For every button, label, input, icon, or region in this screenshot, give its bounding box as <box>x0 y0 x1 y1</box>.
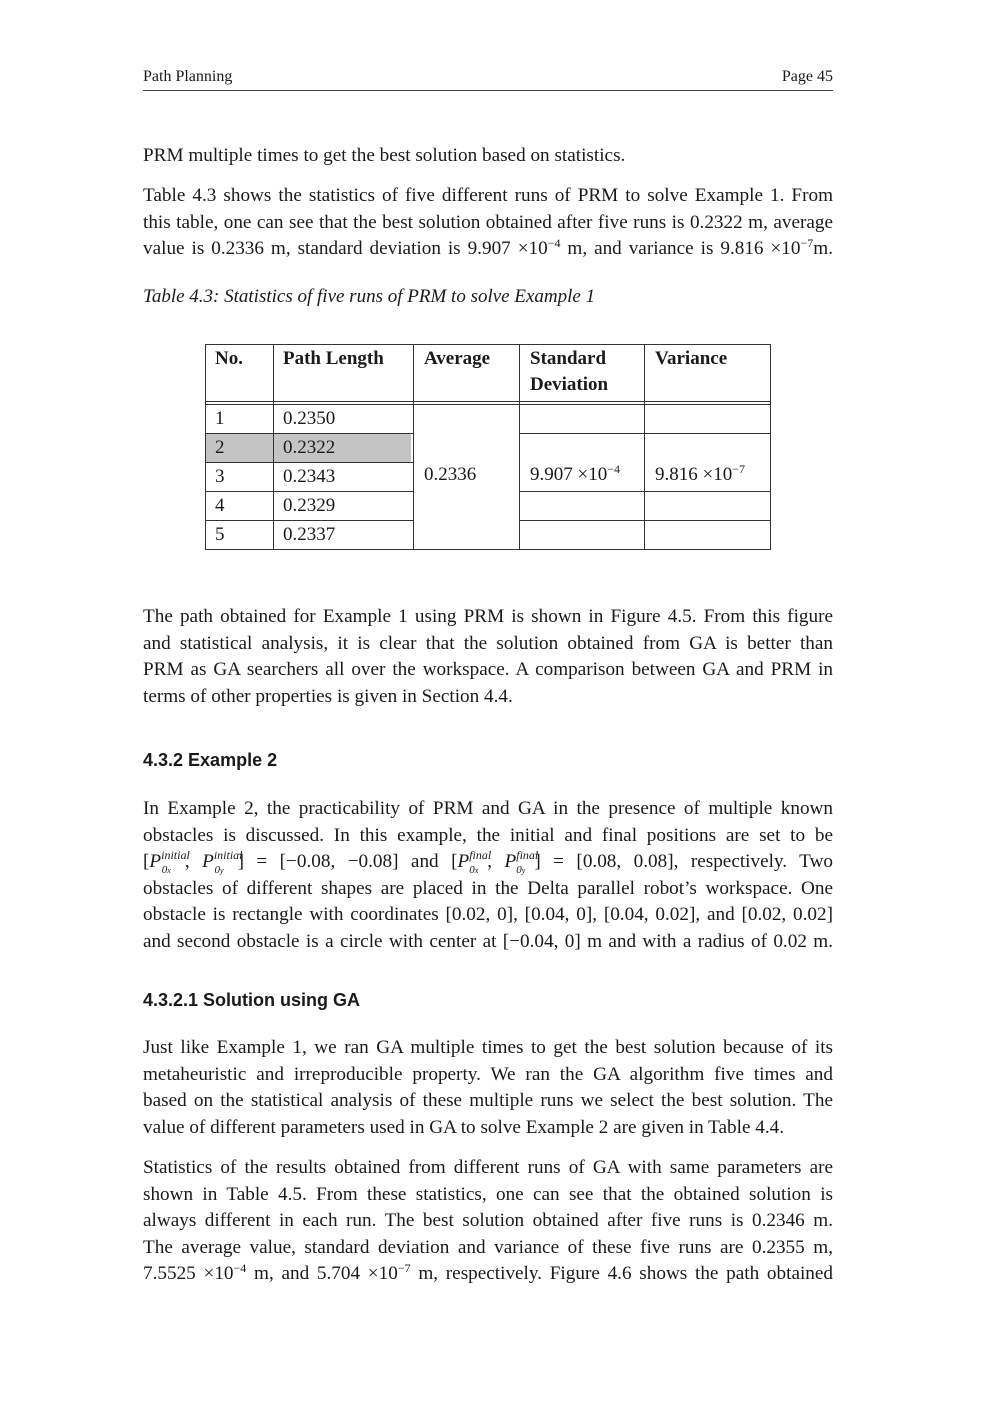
text-line: [$P^{initial}_{0x}$ , $P^{initial}_{0y}$ ] = [−0.08, −0.08] and [$P^{final}_{0x}$ , $P^{final}_{0y}$ ] = [0.08, 0.08], respectively. Two <box>143 848 834 877</box>
row-path-length: 0.2350 <box>283 408 336 429</box>
text-line: obstacles is discussed. In this example, the initial and final positions are set to be <box>143 824 833 846</box>
row-path-length: 0.2329 <box>283 495 336 516</box>
text-line: Statistics of the results obtained from different runs of GA with same parameters are <box>143 1157 833 1178</box>
row-path-length: 0.2343 <box>283 466 336 487</box>
row-no: 1 <box>215 408 225 429</box>
text-line: The average value, standard deviation and variance of these five runs are 0.2355 m, <box>143 1236 833 1258</box>
row-no: 2 <box>215 437 225 458</box>
col-header-standard: Standard <box>530 348 607 369</box>
paragraph-comparison <box>143 604 833 710</box>
table-caption: Table 4.3: Statistics of five runs of PRM to solve Example 1 <box>143 286 596 307</box>
text-line: The path obtained for Example 1 using PRM is shown in Figure 4.5. From this figure <box>143 606 833 627</box>
text-line: and statistical analysis, it is clear that the solution obtained from GA is better than <box>143 632 833 654</box>
std-deviation-value: $9.907 \times 10^{-4}$ <box>530 462 620 485</box>
text-line: $7.5525 \times 10^{-4}$ m, and $5.704 \times 10^{-7}$ m, respectively. Figure 4.6 shows the path obtained <box>143 1261 834 1285</box>
row-path-length: 0.2322 <box>283 437 336 458</box>
header-title: Path Planning <box>143 68 233 85</box>
text-line: and second obstacle is a circle with center at [−0.04, 0] m and with a radius of 0.02 m. <box>143 930 833 952</box>
paragraph-ga-solution <box>143 1035 833 1141</box>
text-line: terms of other properties is given in Section 4.4. <box>143 685 513 707</box>
col-header-no: No. <box>215 348 243 369</box>
text-line: always different in each run. The best solution obtained after five runs is 0.2346 m. <box>143 1210 833 1232</box>
text-line: this table, one can see that the best solution obtained after five runs is 0.2322 m, average <box>143 211 833 233</box>
col-header-average: Average <box>424 348 491 369</box>
subsection-heading: 4.3.2.1 Solution using GA <box>143 990 361 1010</box>
text-line: obstacles of different shapes are placed in the Delta parallel robot’s workspace. One <box>143 877 833 899</box>
text-line: PRM multiple times to get the best solution based on statistics. <box>143 145 626 166</box>
text-line: based on the statistical analysis of these multiple runs we select the best solution. The <box>143 1090 833 1112</box>
running-header <box>143 66 833 91</box>
row-no: 5 <box>215 524 225 545</box>
section-heading: 4.3.2 Example 2 <box>143 750 278 770</box>
text-line: Just like Example 1, we ran GA multiple times to get the best solution because of its <box>143 1037 833 1058</box>
variance-value: $9.816 \times 10^{-7}$ <box>655 462 745 485</box>
text-line: value is 0.2336 m, standard deviation is $9.907 \times 10^{-4}$ m, and variance is $9.816 \times 10^{-7}m$. <box>143 236 833 260</box>
average-value: 0.2336 <box>424 464 477 485</box>
col-header-deviation: Deviation <box>530 374 609 395</box>
row-no: 4 <box>215 495 225 516</box>
text-line: PRM as GA searchers all over the workspace. A comparison between GA and PRM in <box>143 659 833 681</box>
text-line: metaheuristic and irreproducible property. We ran the GA algorithm five times and <box>143 1063 833 1085</box>
paragraph-table-summary <box>143 183 833 263</box>
row-no: 3 <box>215 466 225 487</box>
paragraph-example-2 <box>143 796 833 956</box>
text-line: obstacle is rectangle with coordinates [0.02, 0], [0.04, 0], [0.04, 0.02], and [0.02, 0.02] <box>143 904 833 926</box>
text-line: Table 4.3 shows the statistics of five different runs of PRM to solve Example 1. From <box>143 185 833 206</box>
page-number: Page 45 <box>781 68 833 85</box>
row-path-length: 0.2337 <box>283 524 336 545</box>
text-line: value of different parameters used in GA to solve Example 2 are given in Table 4.4. <box>143 1116 785 1138</box>
paragraph-ga-statistics <box>143 1155 833 1288</box>
col-header-path-length: Path Length <box>283 348 384 369</box>
col-header-variance: Variance <box>655 348 728 369</box>
text-line: In Example 2, the practicability of PRM and GA in the presence of multiple known <box>143 798 833 819</box>
text-line: shown in Table 4.5. From these statistics, one can see that the obtained solution is <box>143 1183 833 1205</box>
paragraph-intro <box>143 143 833 170</box>
